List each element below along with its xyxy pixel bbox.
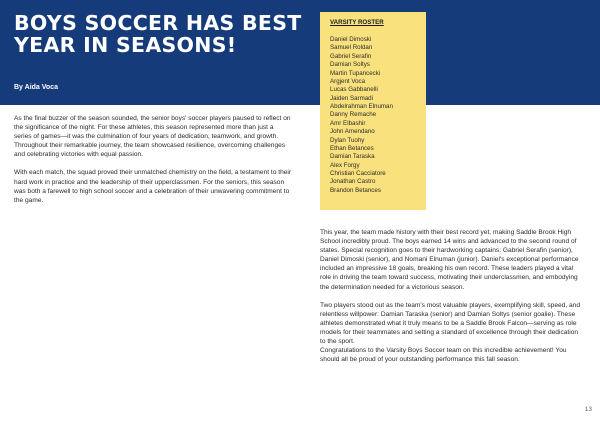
roster-list xyxy=(330,36,416,195)
roster-player: Amr Elbashir xyxy=(330,119,366,127)
roster-player: Danny Remache xyxy=(330,111,377,119)
roster-player: Jaiden Sarmadi xyxy=(330,94,373,102)
paragraph: This year, the team made history with their best record yet, making Saddle Brook High School incredibly proud. The boys earned 14 wins and advanced to the second round of states. Special recognition goes to their hardworking captains: Gabriel Serafin (senior), Daniel Dimoski (senior), and Nomani Elnuman (junior). Daniel's exceptional performance included an impressive 18 goals, breaking his own record. These leaders played a vital role in driving the team toward success, motivating their underclassmen, and embodying the determination needed for a victorious season. xyxy=(320,229,579,291)
roster-player: Samuel Roldan xyxy=(330,44,373,52)
paragraph: Congratulations to the Varsity Boys Soccer team on this incredible achievement! You should all be proud of your outstanding performance this fall season. xyxy=(320,347,567,364)
paragraph: As the final buzzer of the season sounded, the senior boys' soccer players paused to reflect on the significance of the night. For these athletes, this season represented more than just a series of games—it was the culmination of four years of dedication, teamwork, and growth. Throughout their remarkable journey, the team showcased resilience, overcoming challenges and celebrating victories with equal passion. xyxy=(14,115,291,159)
paragraph: Two players stood out as the team's most valuable players, exemplifying skill, speed, and relentless willpower: Damian Taraska (senior) and Damian Soltys (senior goalie). These athletes demonstrated what it truly means to be a Saddle Brook Falcon—serving as role models for their teammates and setting a standard of excellence through their dedication to the sport. xyxy=(320,301,581,346)
page-number: 13 xyxy=(584,406,592,413)
roster-player: Abdelrahman Elnuman xyxy=(330,103,393,110)
roster-player: Ethan Betances xyxy=(330,144,374,152)
roster-box xyxy=(320,12,426,210)
roster-player: Jonathan Castro xyxy=(330,178,376,186)
left-column xyxy=(14,114,292,214)
roster-player: John Amendano xyxy=(330,128,375,136)
paragraph: With each match, the squad proved their unmatched chemistry on the field, a testament to their hard work in practice and the leadership of their upperclassmen. For the seniors, this season was both a farewell to high school soccer and a celebration of their unwavering commitment to the game. xyxy=(14,169,292,204)
roster-player: Dylan Tuohy xyxy=(330,136,365,144)
roster-player: Daniel Dimoski xyxy=(330,36,372,43)
right-column xyxy=(320,228,582,364)
roster-player: Lucas Gabbanelli xyxy=(330,86,378,94)
roster-player: Martin Tupancecki xyxy=(330,69,381,77)
roster-player: Damian Soltys xyxy=(330,61,370,69)
article-byline: By Aida Voca xyxy=(14,84,58,91)
roster-player: Argjent Voca xyxy=(330,77,366,85)
roster-player: Brandon Betances xyxy=(330,186,381,194)
roster-player: Alex Forgy xyxy=(330,161,360,169)
roster-player: Christian Cacciatore xyxy=(330,170,386,177)
roster-player: Gabriel Serafin xyxy=(330,52,372,60)
roster-title: VARSITY ROSTER xyxy=(330,19,384,26)
roster-player: Damian Taraska xyxy=(330,153,375,161)
article-headline: BOYS SOCCER HAS BEST YEAR IN SEASONS! xyxy=(14,11,302,57)
